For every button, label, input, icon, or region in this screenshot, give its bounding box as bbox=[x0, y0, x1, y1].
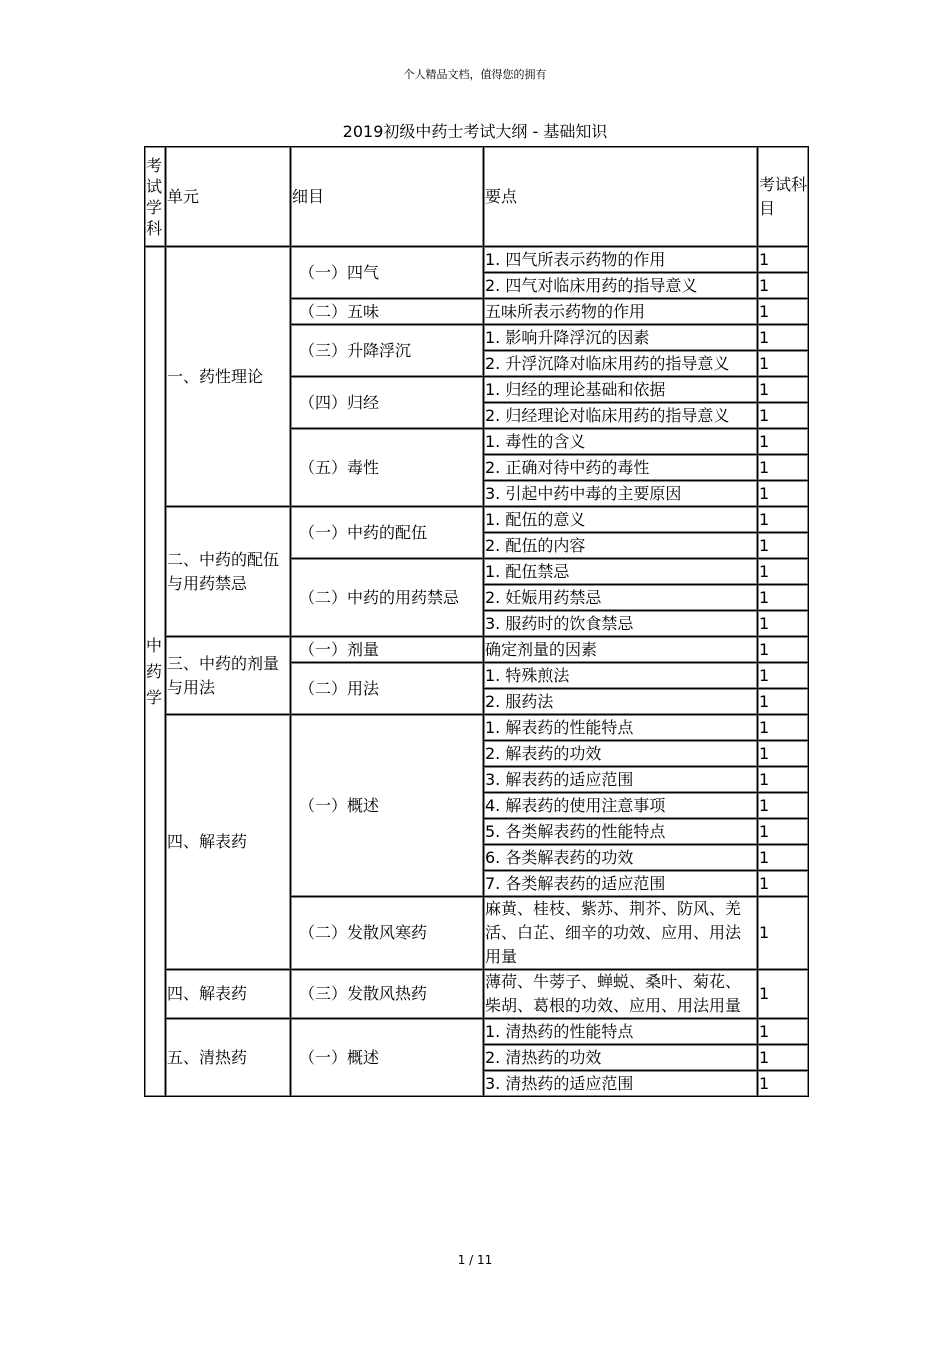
score-cell: 1 bbox=[758, 845, 809, 871]
score-cell: 1 bbox=[758, 715, 809, 741]
table-row bbox=[145, 637, 809, 663]
score-cell: 1 bbox=[758, 351, 809, 377]
point-cell: 2. 妊娠用药禁忌 bbox=[484, 585, 758, 611]
point-cell: 3. 引起中药中毒的主要原因 bbox=[484, 481, 758, 507]
table-row bbox=[145, 970, 809, 1019]
score-cell: 1 bbox=[758, 585, 809, 611]
score-cell: 1 bbox=[758, 1019, 809, 1045]
score-cell: 1 bbox=[758, 533, 809, 559]
score-cell: 1 bbox=[758, 767, 809, 793]
item-cell: （一）中药的配伍 bbox=[291, 507, 484, 559]
point-cell: 2. 服药法 bbox=[484, 689, 758, 715]
point-cell: 五味所表示药物的作用 bbox=[484, 299, 758, 325]
score-cell: 1 bbox=[758, 689, 809, 715]
table-row bbox=[145, 715, 809, 741]
point-cell: 1. 解表药的性能特点 bbox=[484, 715, 758, 741]
point-cell: 1. 配伍禁忌 bbox=[484, 559, 758, 585]
item-cell: （一）概述 bbox=[291, 1019, 484, 1097]
score-cell: 1 bbox=[758, 871, 809, 897]
point-cell: 1. 特殊煎法 bbox=[484, 663, 758, 689]
score-cell: 1 bbox=[758, 1045, 809, 1071]
table-row bbox=[145, 247, 809, 273]
header-item: 细目 bbox=[291, 147, 484, 247]
unit-cell: 二、中药的配伍与用药禁忌 bbox=[166, 507, 291, 637]
page-number: 1 / 11 bbox=[457, 1253, 493, 1267]
header-unit: 单元 bbox=[166, 147, 291, 247]
point-cell: 麻黄、桂枝、紫苏、荆芥、防风、羌活、白芷、细辛的功效、应用、用法用量 bbox=[484, 897, 758, 970]
unit-cell: 五、清热药 bbox=[166, 1019, 291, 1097]
score-cell: 1 bbox=[758, 247, 809, 273]
document-title: 2019初级中药士考试大纲 - 基础知识 bbox=[342, 122, 608, 141]
item-cell: （一）四气 bbox=[291, 247, 484, 299]
score-cell: 1 bbox=[758, 897, 809, 970]
item-cell: （五）毒性 bbox=[291, 429, 484, 507]
item-cell: （二）中药的用药禁忌 bbox=[291, 559, 484, 637]
point-cell: 薄荷、牛蒡子、蝉蜕、桑叶、菊花、柴胡、葛根的功效、应用、用法用量 bbox=[484, 970, 758, 1019]
score-cell: 1 bbox=[758, 481, 809, 507]
point-cell: 3. 清热药的适应范围 bbox=[484, 1071, 758, 1097]
point-cell: 1. 毒性的含义 bbox=[484, 429, 758, 455]
point-cell: 2. 正确对待中药的毒性 bbox=[484, 455, 758, 481]
point-cell: 2. 清热药的功效 bbox=[484, 1045, 758, 1071]
score-cell: 1 bbox=[758, 741, 809, 767]
exam-outline-table bbox=[144, 146, 809, 1097]
point-cell: 1. 配伍的意义 bbox=[484, 507, 758, 533]
header-score: 考试科目 bbox=[758, 147, 809, 247]
unit-cell: 四、解表药 bbox=[166, 715, 291, 970]
header-point: 要点 bbox=[484, 147, 758, 247]
point-cell: 2. 解表药的功效 bbox=[484, 741, 758, 767]
unit-cell: 一、药性理论 bbox=[166, 247, 291, 507]
score-cell: 1 bbox=[758, 559, 809, 585]
item-cell: （二）五味 bbox=[291, 299, 484, 325]
score-cell: 1 bbox=[758, 1071, 809, 1097]
point-cell: 2. 归经理论对临床用药的指导意义 bbox=[484, 403, 758, 429]
point-cell: 6. 各类解表药的功效 bbox=[484, 845, 758, 871]
point-cell: 2. 配伍的内容 bbox=[484, 533, 758, 559]
header-subject: 考试学科 bbox=[145, 147, 166, 247]
point-cell: 3. 解表药的适应范围 bbox=[484, 767, 758, 793]
table-row bbox=[145, 507, 809, 533]
point-cell: 5. 各类解表药的性能特点 bbox=[484, 819, 758, 845]
item-cell: （一）剂量 bbox=[291, 637, 484, 663]
score-cell: 1 bbox=[758, 793, 809, 819]
unit-cell: 三、中药的剂量与用法 bbox=[166, 637, 291, 715]
score-cell: 1 bbox=[758, 637, 809, 663]
score-cell: 1 bbox=[758, 299, 809, 325]
point-cell: 1. 影响升降浮沉的因素 bbox=[484, 325, 758, 351]
score-cell: 1 bbox=[758, 819, 809, 845]
point-cell: 4. 解表药的使用注意事项 bbox=[484, 793, 758, 819]
score-cell: 1 bbox=[758, 970, 809, 1019]
score-cell: 1 bbox=[758, 507, 809, 533]
score-cell: 1 bbox=[758, 663, 809, 689]
point-cell: 2. 升浮沉降对临床用药的指导意义 bbox=[484, 351, 758, 377]
score-cell: 1 bbox=[758, 611, 809, 637]
score-cell: 1 bbox=[758, 455, 809, 481]
page-header: 个人精品文档，值得您的拥有 bbox=[403, 68, 547, 81]
item-cell: （三）升降浮沉 bbox=[291, 325, 484, 377]
unit-cell: 四、解表药 bbox=[166, 970, 291, 1019]
score-cell: 1 bbox=[758, 325, 809, 351]
score-cell: 1 bbox=[758, 403, 809, 429]
point-cell: 2. 四气对临床用药的指导意义 bbox=[484, 273, 758, 299]
point-cell: 1. 归经的理论基础和依据 bbox=[484, 377, 758, 403]
point-cell: 1. 清热药的性能特点 bbox=[484, 1019, 758, 1045]
item-cell: （二）发散风寒药 bbox=[291, 897, 484, 970]
point-cell: 1. 四气所表示药物的作用 bbox=[484, 247, 758, 273]
point-cell: 3. 服药时的饮食禁忌 bbox=[484, 611, 758, 637]
score-cell: 1 bbox=[758, 429, 809, 455]
score-cell: 1 bbox=[758, 377, 809, 403]
item-cell: （二）用法 bbox=[291, 663, 484, 715]
score-cell: 1 bbox=[758, 273, 809, 299]
table-header-row bbox=[145, 147, 809, 247]
subject-cell: 中药学 bbox=[145, 247, 166, 1097]
point-cell: 7. 各类解表药的适应范围 bbox=[484, 871, 758, 897]
item-cell: （一）概述 bbox=[291, 715, 484, 897]
table-row bbox=[145, 1019, 809, 1045]
point-cell: 确定剂量的因素 bbox=[484, 637, 758, 663]
item-cell: （三）发散风热药 bbox=[291, 970, 484, 1019]
item-cell: （四）归经 bbox=[291, 377, 484, 429]
